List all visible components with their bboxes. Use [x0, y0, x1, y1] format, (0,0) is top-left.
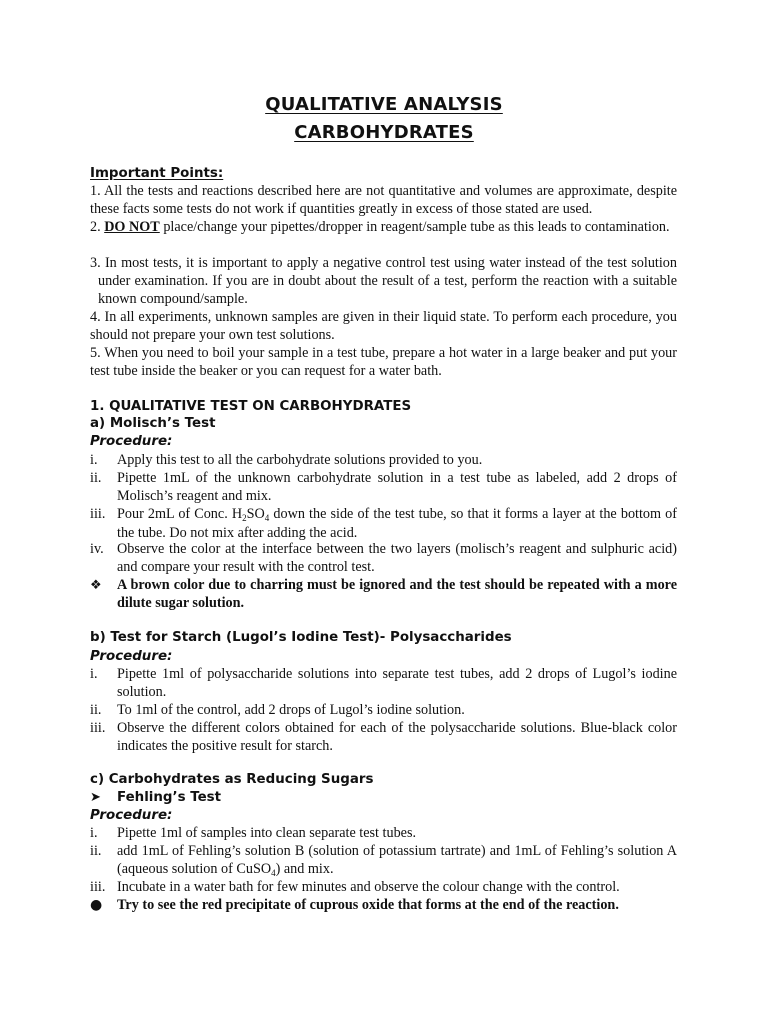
step-text: Pipette 1mL of the unknown carbohydrate solution in a test tube as labeled, add 2 drops of Molisch’s reagent and mix.: [117, 470, 677, 504]
step-text-part: add 1mL of Fehling’s solution B (solution of potassium tartrate) and 1mL of Fehling’s solution A (aqueous solution of CuSO: [117, 843, 677, 877]
important-point-4: 4. In all experiments, unknown samples are given in their liquid state. To perform each procedure, you should not prepare your own test solutions.: [90, 309, 677, 343]
step-text: [117, 843, 677, 880]
important-point-1: 1. All the tests and reactions described here are not quantitative and volumes are approximate, despite these facts some tests do not work if quantities greatly in excess of those stated are used.: [90, 183, 677, 217]
subscript: 4: [264, 513, 270, 523]
step-text-part: SO: [246, 506, 265, 522]
arrow-bullet-icon: ➤: [90, 790, 101, 805]
important-point-2-text: place/change your pipettes/dropper in reagent/sample tube as this leads to contamination.: [159, 219, 670, 235]
step-marker: i.: [90, 666, 98, 682]
molisch-test-heading: a) Molisch’s Test: [90, 416, 216, 431]
step-text: Observe the color at the interface between the two layers (molisch’s reagent and sulphuric acid) and compare your result with the control test.: [117, 541, 677, 575]
step-marker: ii.: [90, 843, 102, 859]
step-marker: iii.: [90, 720, 106, 736]
step-text: Observe the different colors obtained for each of the polysaccharide solutions. Blue-black color indicates the positive result for starch.: [117, 720, 677, 754]
step-text: Pipette 1ml of polysaccharide solutions into separate test tubes, add 2 drops of Lugol’s iodine solution.: [117, 666, 677, 700]
fehling-procedure-label: Procedure:: [90, 808, 173, 823]
document-title-line-1: QUALITATIVE ANALYSIS: [265, 94, 503, 115]
step-marker: iii.: [90, 879, 106, 895]
molisch-procedure-label: Procedure:: [90, 434, 173, 449]
step-marker: i.: [90, 452, 98, 468]
starch-test-heading: b) Test for Starch (Lugol’s Iodine Test)- Polysaccharides: [90, 630, 512, 645]
dot-bullet-icon: ●: [90, 897, 103, 913]
note-text: A brown color due to charring must be ignored and the test should be repeated with a more dilute sugar solution.: [117, 577, 677, 611]
do-not-emphasis: DO NOT: [104, 219, 160, 235]
fehling-test-title: Fehling’s Test: [117, 790, 222, 805]
important-point-3: 3. In most tests, it is important to apply a negative control test using water instead of the test solution under examination. If you are in doubt about the result of a test, perform the reaction with a suitable known compound/sample.: [90, 255, 677, 307]
step-marker: ii.: [90, 702, 102, 718]
step-text-part: down the side of the test tube, so that it forms a layer at the bottom of the tube. Do not mix after adding the acid.: [117, 506, 677, 541]
starch-procedure-label: Procedure:: [90, 649, 173, 664]
step-text: Incubate in a water bath for few minutes and observe the colour change with the control.: [117, 879, 620, 895]
step-text: Pipette 1ml of samples into clean separate test tubes.: [117, 825, 417, 841]
important-points-heading: Important Points:: [90, 166, 224, 181]
subscript: 2: [242, 513, 247, 523]
important-point-2: [90, 219, 677, 237]
step-text: Apply this test to all the carbohydrate solutions provided to you.: [117, 452, 483, 468]
step-marker: iv.: [90, 541, 104, 557]
diamond-bullet-icon: ❖: [90, 578, 102, 593]
note-text: Try to see the red precipitate of cuprous oxide that forms at the end of the reaction.: [117, 897, 619, 913]
important-point-5: 5. When you need to boil your sample in a test tube, prepare a hot water in a large beaker and put your test tube inside the beaker or you can request for a water bath.: [90, 345, 677, 379]
reducing-sugars-heading: c) Carbohydrates as Reducing Sugars: [90, 772, 374, 787]
step-marker: i.: [90, 825, 98, 841]
step-marker: iii.: [90, 506, 106, 522]
step-text-part: Pour 2mL of Conc. H: [117, 506, 243, 522]
section-1-heading: 1. QUALITATIVE TEST ON CARBOHYDRATES: [90, 399, 412, 414]
subscript: 4: [271, 867, 276, 878]
step-marker: ii.: [90, 470, 102, 486]
step-text: [117, 506, 677, 543]
step-text: To 1ml of the control, add 2 drops of Lugol’s iodine solution.: [117, 702, 465, 718]
important-point-2-prefix: 2.: [90, 219, 105, 235]
document-title-line-2: CARBOHYDRATES: [294, 122, 474, 143]
step-text-part: ) and mix.: [275, 860, 334, 877]
